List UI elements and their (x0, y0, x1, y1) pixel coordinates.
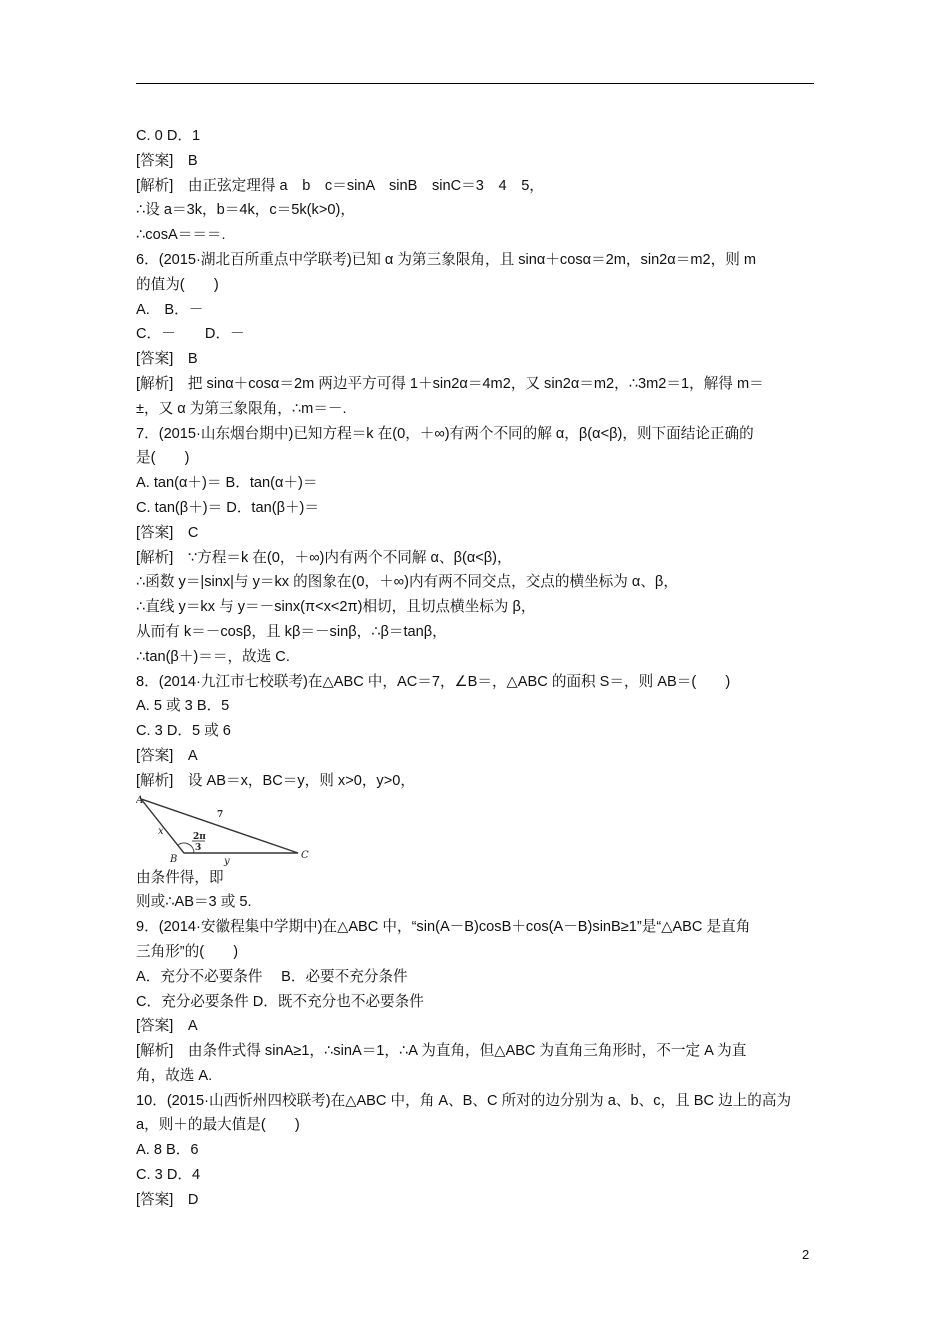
text-line: a，则＋的最大值是( ) (136, 1117, 300, 1134)
triangle-diagram (136, 794, 316, 866)
text-line: A. B．－ (136, 301, 204, 318)
text-line: A．充分不必要条件 B．必要不充分条件 (136, 968, 408, 985)
text-line: A. tan(α＋)＝ B．tan(α＋)＝ (136, 475, 318, 492)
text-line: [答案] B (136, 152, 198, 169)
question-7-line: 7．(2015·山东烟台期中)已知方程＝k 在(0，＋∞)有两个不同的解 α，β(α<β)，则下面结论正确的 (136, 425, 754, 442)
text-line: [答案] B (136, 351, 198, 368)
text-line: 由条件得，即 (136, 869, 224, 886)
question-6-line: 6．(2015·湖北百所重点中学联考)已知 α 为第三象限角，且 sinα＋cosα＝2m，sin2α＝m2，则 m (136, 251, 757, 268)
text-line: [答案] A (136, 747, 198, 764)
side-x-label: x (158, 825, 164, 837)
text-line: A. 8 B．6 (136, 1142, 199, 1159)
side-ac-label: 7 (217, 809, 224, 820)
text-line: C. 3 D．5 或 6 (136, 723, 231, 740)
text-line: 从而有 k＝－cosβ，且 kβ＝－sinβ，∴β＝tanβ， (136, 623, 447, 640)
text-line: 角，故选 A. (136, 1067, 213, 1084)
text-line: ∴设 a＝3k，b＝4k，c＝5k(k>0)， (136, 202, 355, 219)
angle-denominator: 3 (195, 842, 202, 853)
text-line: ∴tan(β＋)＝＝，故选 C. (136, 648, 290, 665)
text-line: [解析] 设 AB＝x，BC＝y，则 x>0，y>0， (136, 772, 415, 789)
vertex-a-label: A (136, 794, 144, 806)
angle-numerator: 2π (193, 831, 206, 842)
text-line: [解析] ∵方程＝k 在(0，＋∞)内有两个不同解 α、β(α<β)， (136, 549, 512, 566)
text-line: C．－ D．－ (136, 326, 245, 343)
triangle-abc (141, 799, 298, 853)
text-line: C. 0 D．1 (136, 128, 201, 144)
text-line: 则或∴AB＝3 或 5. (136, 894, 252, 911)
text-line: 是( ) (136, 450, 190, 467)
text-line: [答案] C (136, 524, 199, 541)
header-rule (136, 83, 814, 84)
text-line: ∴函数 y＝|sinx|与 y＝kx 的图象在(0，＋∞)内有两不同交点，交点的横坐标为 α、β， (136, 574, 678, 591)
text-line: ∴cosA＝＝＝. (136, 227, 226, 244)
text-line: C．充分必要条件 D．既不充分也不必要条件 (136, 993, 424, 1010)
text-line: [解析] 由正弦定理得 a b c＝sinA sinB sinC＝3 4 5， (136, 177, 544, 194)
text-line: 三角形”的( ) (136, 943, 239, 960)
text-line: 的值为( ) (136, 276, 219, 293)
question-8-line: 8．(2014·九江市七校联考)在△ABC 中，AC＝7，∠B＝，△ABC 的面积 S＝，则 AB＝( ) (136, 673, 731, 690)
text-line: [解析] 把 sinα＋cosα＝2m 两边平方可得 1＋sin2α＝4m2，又 sin2α＝m2，∴3m2＝1，解得 m＝ (136, 375, 764, 392)
vertex-c-label: C (301, 849, 309, 861)
text-line: C. tan(β＋)＝ D．tan(β＋)＝ (136, 499, 320, 516)
text-line: ±，又 α 为第三象限角，∴m＝－. (136, 400, 347, 417)
text-line: [答案] D (136, 1191, 199, 1208)
text-line: [解析] 由条件式得 sinA≥1，∴sinA＝1，∴A 为直角，但△ABC 为直角三角形时，不一定 A 为直 (136, 1043, 747, 1060)
text-line: [答案] A (136, 1018, 198, 1035)
vertex-b-label: B (170, 853, 178, 865)
side-y-label: y (224, 855, 230, 866)
text-line: A. 5 或 3 B．5 (136, 698, 230, 715)
triangle-figure (136, 794, 316, 866)
text-line: ∴直线 y＝kx 与 y＝－sinx(π<x<2π)相切，且切点横坐标为 β， (136, 599, 536, 616)
text-line: C. 3 D．4 (136, 1167, 201, 1184)
page-content (136, 124, 816, 1213)
question-10-line: 10．(2015·山西忻州四校联考)在△ABC 中，角 A、B、C 所对的边分别为 a、b、c，且 BC 边上的高为 (136, 1092, 792, 1109)
page-number: 2 (802, 1247, 810, 1262)
question-9-line: 9．(2014·安徽程集中学期中)在△ABC 中，“sin(A－B)cosB＋cos(A－B)sinB≥1”是“△ABC 是直角 (136, 919, 751, 936)
